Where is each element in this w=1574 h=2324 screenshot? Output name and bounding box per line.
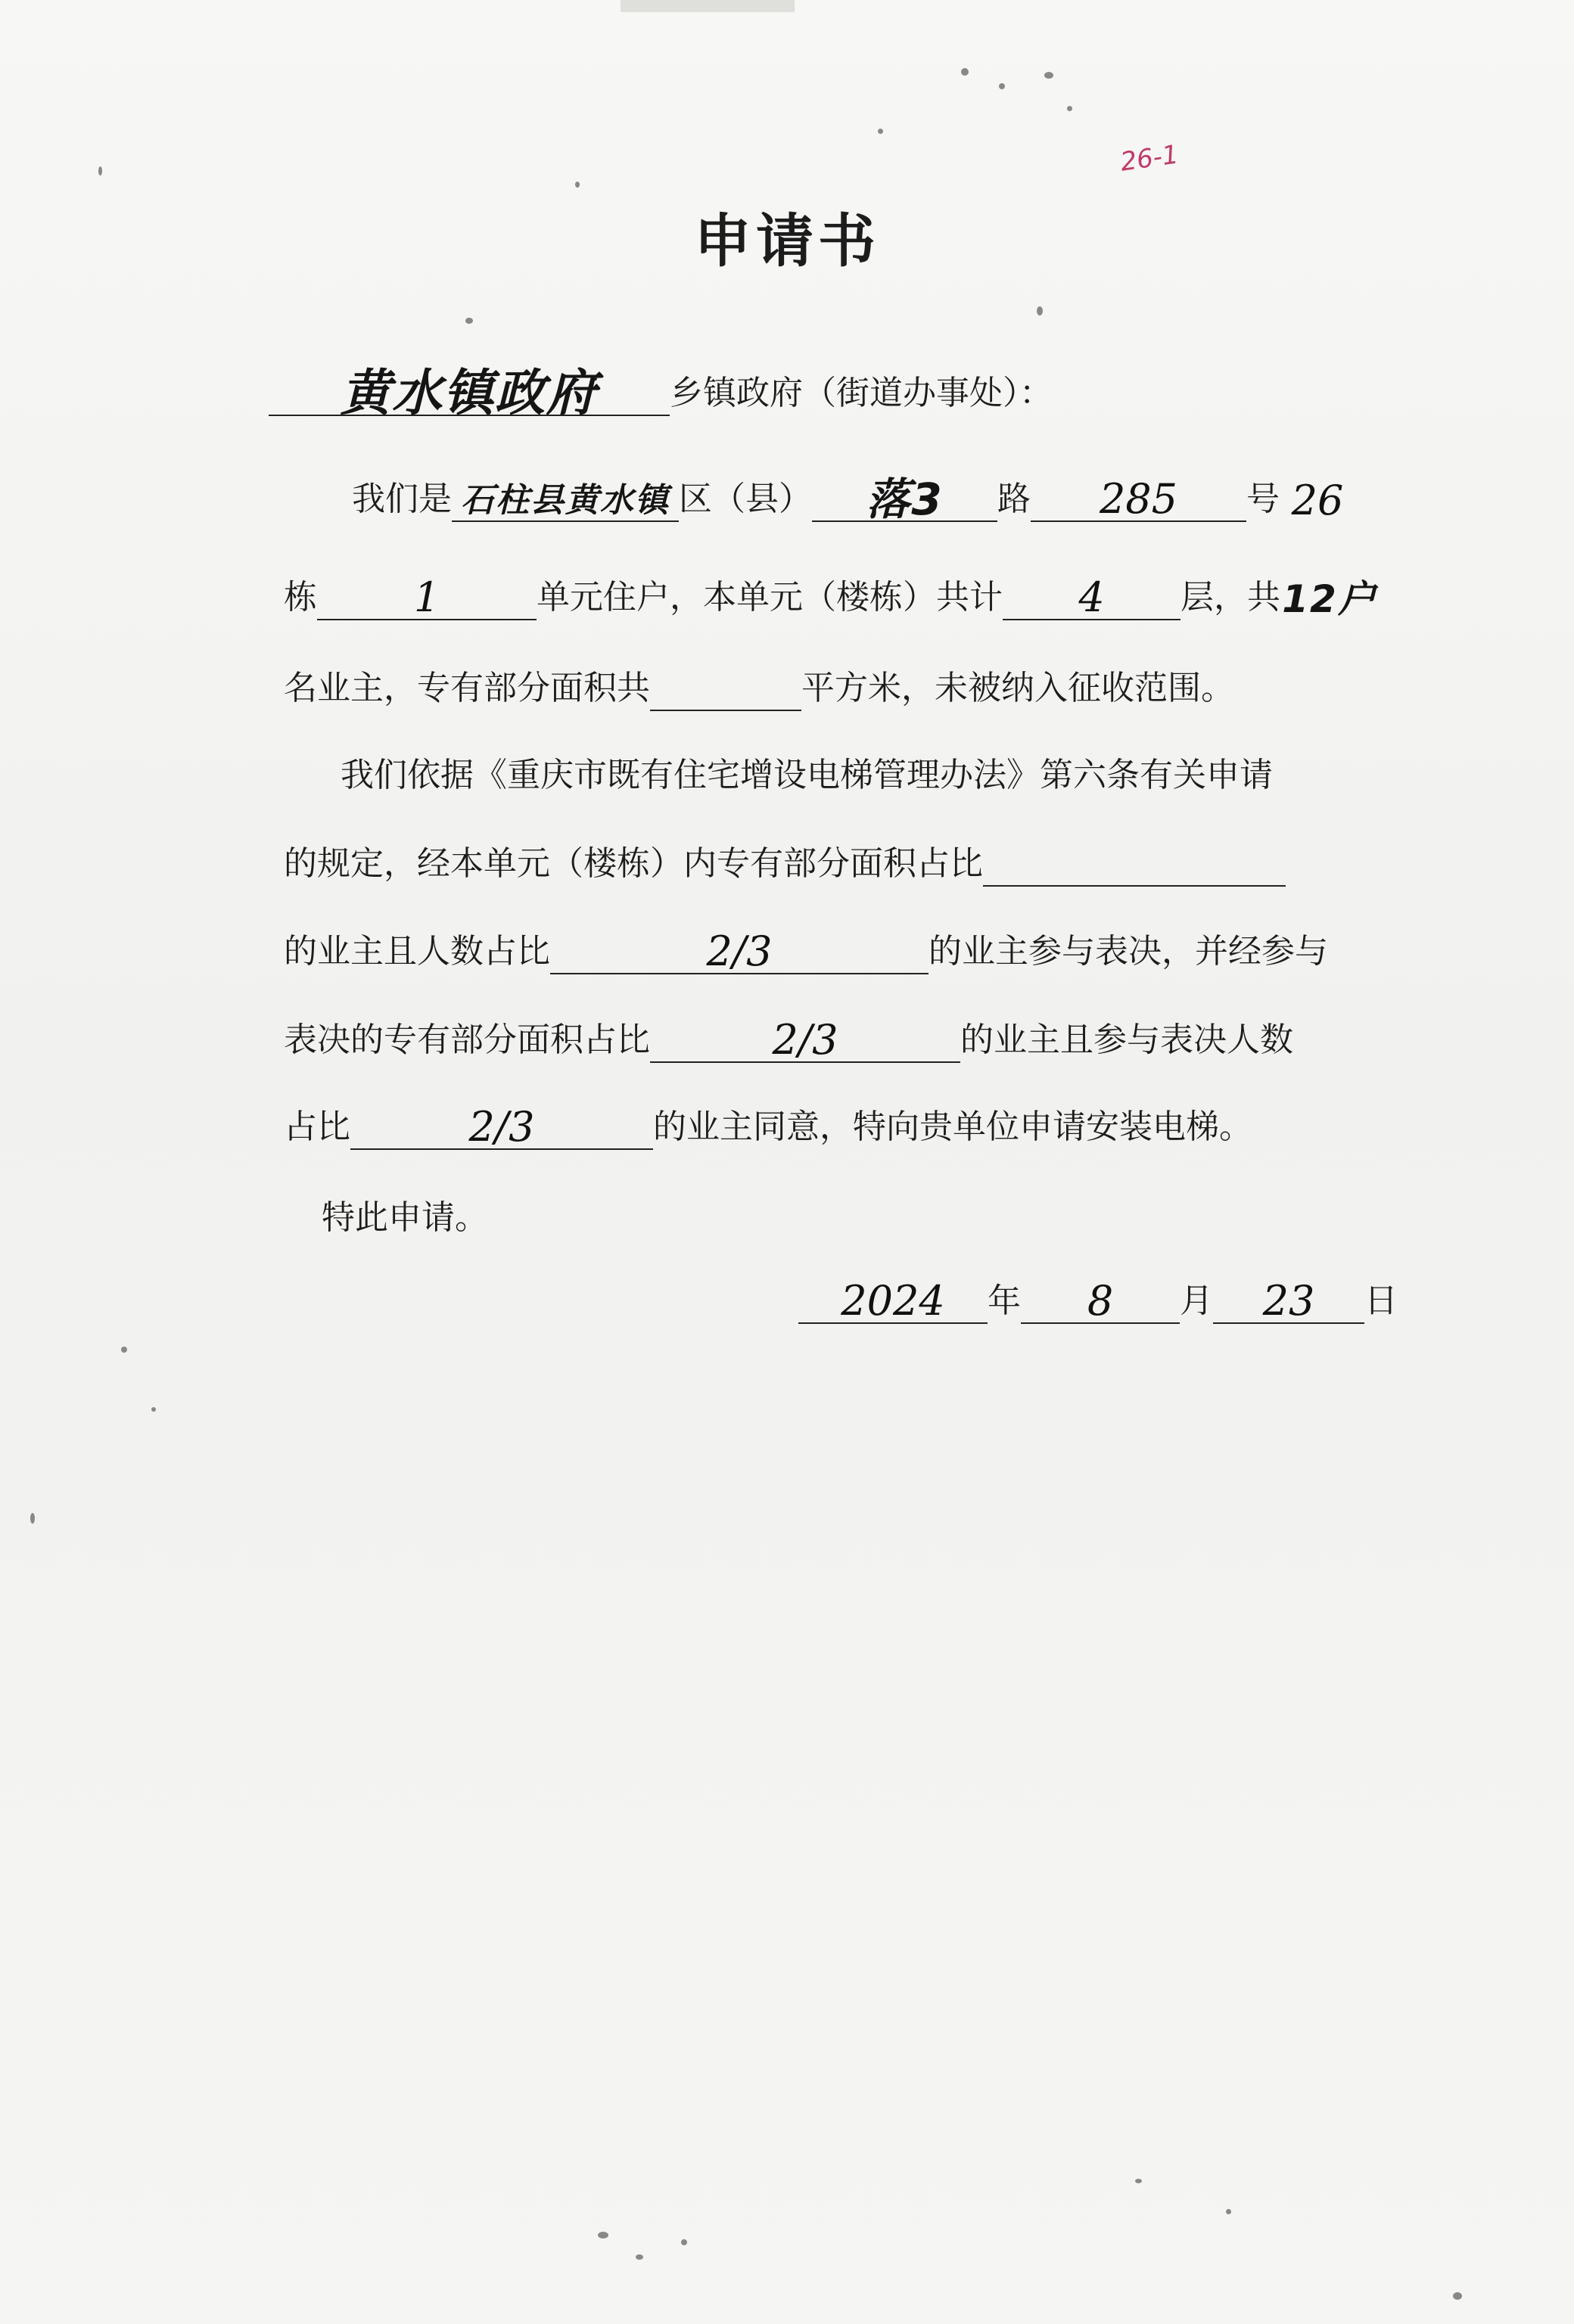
- number-value: 285: [1099, 475, 1178, 523]
- year-blank: [798, 1277, 988, 1325]
- scan-speck: [961, 68, 969, 76]
- number-suffix: 号: [1246, 480, 1280, 518]
- vote-count-prefix: 占比: [284, 1108, 350, 1146]
- basis-line: [341, 753, 1273, 798]
- area-line: [284, 666, 1234, 711]
- month-label: 月: [1180, 1282, 1213, 1320]
- area-ratio-blank: [983, 843, 1286, 887]
- scan-speck: [636, 2254, 643, 2260]
- scan-speck: [575, 182, 580, 188]
- unit-prefix: 栋: [284, 578, 317, 617]
- day-value: 23: [1262, 1277, 1315, 1325]
- addressee-suffix: 乡镇政府（街道办事处）：: [670, 374, 1053, 412]
- district-value: 石柱县黄水镇: [461, 481, 670, 520]
- district-suffix: 区（县）: [679, 480, 812, 518]
- floors-suffix: 层，共: [1180, 578, 1280, 617]
- vote-area-prefix: 表决的专有部分面积占比: [284, 1021, 650, 1059]
- scan-speck: [30, 1513, 35, 1524]
- month-blank: [1021, 1277, 1180, 1325]
- owners-blank: [1280, 578, 1379, 620]
- scan-speck: [999, 83, 1005, 89]
- number-blank: [1031, 475, 1246, 523]
- closing-line: [322, 1195, 488, 1241]
- vote-count-blank: [350, 1103, 653, 1151]
- address-line: [352, 474, 1355, 525]
- tape-strip: [621, 0, 795, 12]
- date-line: [798, 1279, 1398, 1324]
- floors-value: 4: [1078, 573, 1105, 621]
- vote-area-line: [284, 1018, 1293, 1063]
- year-label: 年: [988, 1282, 1021, 1320]
- owners-value: 12户: [1282, 577, 1377, 621]
- floors-blank: [1003, 573, 1180, 621]
- count-ratio-suffix: 的业主参与表决，并经参与: [929, 932, 1328, 971]
- addressee-blank: [269, 364, 670, 422]
- scan-speck: [1037, 306, 1043, 315]
- count-ratio-blank: [550, 927, 929, 975]
- scan-speck: [1044, 72, 1053, 79]
- scan-speck: [465, 318, 473, 324]
- scan-speck: [151, 1407, 156, 1412]
- day-label: 日: [1364, 1282, 1398, 1320]
- road-suffix: 路: [997, 480, 1031, 518]
- unit-suffix: 单元住户，本单元（楼栋）共计: [537, 578, 1003, 617]
- scan-speck: [1226, 2209, 1231, 2214]
- addressee-name: 黄水镇政府: [341, 364, 598, 422]
- district-blank: [452, 478, 679, 522]
- vote-area-blank: [650, 1016, 960, 1064]
- scan-speck: [1067, 106, 1072, 111]
- scan-speck: [681, 2239, 687, 2245]
- scan-speck: [98, 166, 102, 176]
- road-value: 落3: [866, 474, 944, 525]
- vote-area-suffix: 的业主且参与表决人数: [960, 1021, 1293, 1059]
- area-ratio-prefix: 的规定，经本单元（楼栋）内专有部分面积占比: [284, 844, 983, 883]
- scan-speck: [121, 1347, 127, 1353]
- unit-line: [284, 575, 1379, 620]
- year-value: 2024: [841, 1277, 945, 1325]
- basis-text: 我们依据《重庆市既有住宅增设电梯管理办法》第六条有关申请: [341, 756, 1273, 794]
- count-ratio-prefix: 的业主且人数占比: [284, 932, 550, 971]
- day-blank: [1213, 1277, 1364, 1325]
- page-title: 申请书: [694, 207, 880, 275]
- closing-text: 特此申请。: [322, 1198, 488, 1237]
- vote-count-line: [284, 1105, 1252, 1150]
- building-blank: [1280, 477, 1355, 524]
- building-value: 26: [1291, 477, 1344, 524]
- area-suffix: 平方米，未被纳入征收范围。: [801, 669, 1234, 707]
- unit-blank: [317, 573, 537, 621]
- scan-speck: [1135, 2179, 1142, 2183]
- unit-value: 1: [413, 573, 440, 621]
- address-prefix: 我们是: [352, 480, 452, 518]
- vote-count-suffix: 的业主同意，特向贵单位申请安装电梯。: [653, 1108, 1252, 1146]
- area-blank: [650, 667, 801, 711]
- count-ratio-value: 2/3: [706, 927, 773, 975]
- corner-note: 26-1: [1118, 139, 1180, 178]
- month-value: 8: [1087, 1277, 1114, 1325]
- road-blank: [812, 474, 997, 525]
- count-ratio-line: [284, 929, 1328, 974]
- scan-speck: [598, 2232, 608, 2239]
- scan-speck: [878, 129, 883, 134]
- addressee-line: [269, 364, 1053, 422]
- vote-area-value: 2/3: [772, 1016, 838, 1064]
- vote-count-value: 2/3: [468, 1103, 535, 1151]
- area-ratio-line: [284, 841, 1286, 887]
- scan-speck: [1453, 2292, 1462, 2300]
- area-prefix: 名业主，专有部分面积共: [284, 669, 650, 707]
